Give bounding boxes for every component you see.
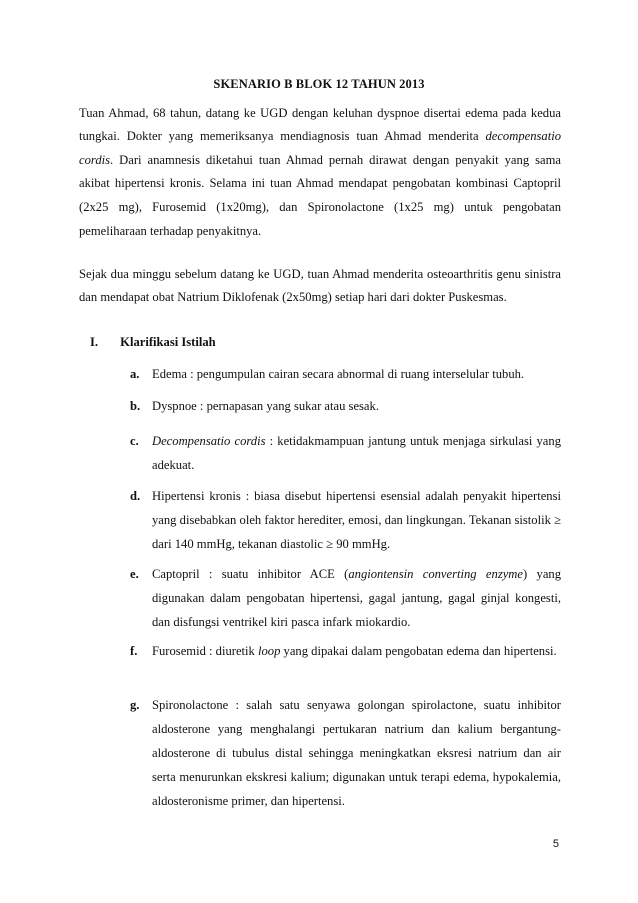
list-item-text-before: Furosemid : diuretik bbox=[152, 644, 258, 658]
list-item-text: Edema : pengumpulan cairan secara abnormal di ruang interselular tubuh. bbox=[152, 367, 525, 381]
list-item bbox=[130, 429, 561, 477]
list-item-letter: a. bbox=[130, 367, 140, 381]
list-item-text bbox=[152, 562, 561, 634]
list-item bbox=[130, 693, 561, 813]
list-item bbox=[130, 394, 561, 418]
list-item bbox=[130, 484, 561, 556]
list-item bbox=[130, 639, 561, 663]
paragraph-1-text-after: . Dari anamnesis diketahui tuan Ahmad pernah dirawat dengan penyakit yang sama akibat hipertensi kronis. Selama ini tuan Ahmad mendapat pengobatan kombinasi Captopril (2x25 mg), Furosemid (1x20mg), dan Spironolactone (1x25 mg) untuk pengobatan pemeliharaan terhadap penyakitnya. bbox=[79, 152, 561, 238]
list-item-text bbox=[152, 639, 561, 663]
paragraph-1-italic-term: decompensatio cordis bbox=[79, 129, 561, 167]
list-item-text-after: ) yang digunakan dalam pengobatan hipertensi, gagal jantung, gagal ginjal kongesti, dan disfungsi ventrikel kiri pasca infark miokardio. bbox=[152, 567, 562, 629]
section-number: I. bbox=[90, 335, 99, 349]
list-item-italic: loop bbox=[258, 644, 281, 658]
list-item bbox=[130, 562, 561, 634]
list-item-letter: b. bbox=[130, 399, 141, 413]
list-item-letter: d. bbox=[130, 489, 141, 503]
scenario-paragraph-2: Sejak dua minggu sebelum datang ke UGD, tuan Ahmad menderita osteoarthritis genu sinistra dan mendapat obat Natrium Diklofenak (2x50mg) setiap hari dari dokter Puskesmas. bbox=[79, 266, 561, 305]
list-item-text-before: Captopril : suatu inhibitor ACE ( bbox=[152, 567, 349, 581]
list-item-letter: c. bbox=[130, 434, 139, 448]
section-heading bbox=[90, 335, 216, 350]
list-item-definition: : ketidakmampuan jantung untuk menjaga sirkulasi yang adekuat. bbox=[152, 434, 561, 472]
page-number: 5 bbox=[552, 838, 559, 850]
list-item-text bbox=[152, 429, 561, 477]
scenario-paragraph-1 bbox=[79, 102, 561, 244]
list-item-text: Spironolactone : salah satu senyawa golongan spirolactone, suatu inhibitor aldosterone yang menghalangi pertukaran natrium dan kalium bergantung-aldosterone di tubulus distal sehingga meningkatkan eksresi natrium dan air serta menurunkan ekskresi kalium; digunakan untuk terapi edema, hypokalemia, aldosteronisme primer, dan hipertensi. bbox=[152, 698, 561, 808]
document-title: SKENARIO B BLOK 12 TAHUN 2013 bbox=[213, 77, 425, 91]
section-title: Klarifikasi Istilah bbox=[120, 335, 216, 349]
list-item bbox=[130, 362, 561, 386]
list-item-letter: f. bbox=[130, 644, 138, 658]
list-item-letter: e. bbox=[130, 567, 139, 581]
list-item-term: Decompensatio cordis bbox=[152, 434, 266, 448]
list-item-text: Dyspnoe : pernapasan yang sukar atau sesak. bbox=[152, 399, 379, 413]
paragraph-1-text-before: Tuan Ahmad, 68 tahun, datang ke UGD dengan keluhan dyspnoe disertai edema pada kedua tungkai. Dokter yang memeriksanya mendiagnosis tuan Ahmad menderita bbox=[79, 105, 561, 144]
list-item-text-after: yang dipakai dalam pengobatan edema dan hipertensi. bbox=[280, 644, 557, 658]
list-item-italic: angiontensin converting enzyme bbox=[348, 567, 523, 581]
list-item-letter: g. bbox=[130, 698, 140, 712]
list-item-text: Hipertensi kronis : biasa disebut hipertensi esensial adalah penyakit hipertensi yang disebabkan oleh faktor herediter, emosi, dan lingkungan. Tekanan sistolik ≥ dari 140 mmHg, tekanan diastolic ≥ 90 mmHg. bbox=[152, 489, 561, 551]
